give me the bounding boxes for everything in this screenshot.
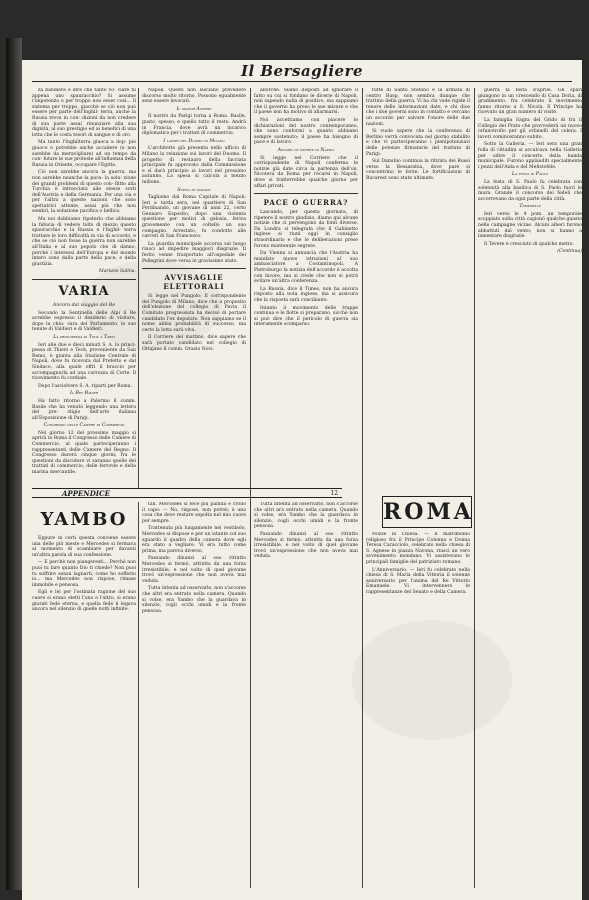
feuilleton-paragraph: Trattenuta più lungamente nel vestibolo, Mercedes si dispose e per un istante col suo sguardo il quadro della camera dove egli era stato a vegliare. Vi era tutto come prima, ma pareva diverso.: [142, 526, 246, 554]
article-paragraph: La festa di S. Paolo fu celebrata con solennità alla basilica di S. Paolo fuori le mura. Grande il concorso dei fedeli che accorrevano da ogni parte della città.: [478, 179, 582, 202]
subheading: Scena di sangue: [177, 187, 211, 193]
feuilleton-paragraph: Egli e lei per l'ostinata ragione del suo cuore si erano eletti l'uno e l'altro, si erano giurati fede eterna, e quella fede li legava ancora nel silenzio di quelle notti infinite.: [32, 590, 136, 613]
subheading: Ancora dal viaggio del Re: [52, 303, 116, 308]
article-paragraph: Si legge nel Corriere che il corrispondente di Napoli conferma le notizie già date circa la partenza dell'on. Nicotera da Roma per recarsi in Napoli, dove si tratterrebbe qualche giorno per affari privati.: [254, 155, 358, 189]
roma-title: ROMA: [383, 499, 474, 525]
appendice-band: [32, 488, 342, 498]
article-paragraph: Il Corriere del mattino, dice sapere che sarà portato candidato nel collegio di Ottajano il comm. Orazio Novi.: [142, 335, 246, 352]
article-paragraph: Il Tevere è cresciuto di qualche metro.: [484, 241, 574, 247]
feuilleton-column-2: [142, 502, 246, 888]
article-paragraph: Tagliamo dal Roma Capitale di Napoli: Ieri a tarda sera, nel quartiere di San Ferdinando, un giovane di anni 22, certo Gennaro Esposito, dopo una violenta questione per motivi di gelosia, feriva gravemente con un coltello un suo compagno. Arrestato, fu condotto alle carceri di San Francesco.: [142, 195, 246, 240]
article-paragraph: Ieri verso le 4 pom. un temporale scoppiato sulla città cagionò qualche guasto nelle campagne vicine. Alcuni alberi furono abbattuti dal vento; non si hanno a lamentare disgrazie.: [478, 211, 582, 240]
appendice-label: APPENDICE: [62, 489, 110, 498]
appendice-number: 12: [330, 490, 338, 497]
masthead: [32, 60, 572, 82]
column-rule: [138, 88, 139, 488]
article-paragraph: La famiglia Sagra del Grido di fra il Collegio del Prato che provvederà un nuovo orfanotrofio per gli orfanelli del colera. I lavori cominceranno subito.: [478, 117, 582, 140]
subheading: La festa di Paolo: [511, 172, 549, 178]
article-signature: Mariano Salina.: [98, 269, 136, 275]
article-paragraph: Da Vienna si annuncia che l'Austria ha mandato nuove istruzioni al suo ambasciatore a Costantinopoli. A Pietroburgo la notizia dell'accordo è accolta con favore, ma si crede che non si potrà evitare un'altra conferenza.: [254, 251, 358, 285]
continua-note: (Continua): [557, 249, 582, 255]
feuilleton-paragraph: Tutta intenta ad osservarlo, non s'accorse che altri era entrato nella camera. Quando si volse, era Yambo che la guardava in silenzio, cogli occhi umidi e la fronte pensosa.: [142, 586, 246, 614]
column-rule: [474, 88, 475, 888]
article-paragraph: La Russia, dice il Times, non ha ancora risposto alla nota inglese, ma si assicura che la risposta sarà conciliante.: [254, 286, 358, 303]
column-2: [142, 88, 246, 486]
subheading: La principessa di Teck a Tarsi: [53, 334, 115, 340]
article-paragraph: Ieri alle due e dieci minuti S. A. la princi- pessa di Thiers e Teck, proveniente da San Remo, è giunta alla Stazione Centrale di Napoli, dove fu ricevuta dal Prefetto e dal Sindaco, alla quale offrì il braccio per accompagnarla ad una carrozza di Corte. Il ricevimento fu cordiale.: [32, 342, 136, 382]
article-paragraph: Sotto la Galleria. — Ieri sera una gran folla di cittadini si accalcava nella Galleria per udire il concerto della banda municipale. Furono applauditi specialmente i pezzi dell'Aida e del Mefistofele.: [478, 142, 582, 170]
article-paragraph: Ma tanto l'Inghilterra giuoca a dop- pio giuoco e potrebbe anche accadere (e non sarebbe da meravigliare) ad un tempo da con- futare le sue proteste all'influenza della Russia in Oriente, occupare l'Egitto.: [32, 140, 136, 168]
divider: [254, 193, 358, 194]
article-paragraph: allorchè. Siamo disposti ad ignorare il fatto su cui si fondano le dicerie di Napoli, non sapendo nulla di positivo, ma sappiamo che il governo ha preso le sue misure e che il paese non ha motivo di allarmarsi.: [254, 88, 358, 116]
article-paragraph: Il nostro da Parigi torna a Roma. Basile, gusto, spesso, e quello tutto il resto. Andrà in Francia, dove avrà un incarico diplomatico per i trattati di commercio.: [142, 114, 246, 137]
article-paragraph: L'Anniversario. — Ieri fu celebrato nella chiesa di S. Maria della Vittoria il solenne anniversario per l'anima del Re Vittorio Emanuele. Vi intervennero le rappresentanze del Senato e della Camera.: [366, 567, 470, 595]
feuilleton-column-1: [32, 502, 136, 888]
subheading: I lavori del Duomo di Milano: [163, 138, 225, 144]
article-paragraph: guerra la festa d'aprile. Gli spari giungono in un crescendo di Casa Doria, di gradimento, fra celebrato il movimento fanno ritorno a S. Nicola. Il Principe ha ricevuto un gran numero di visite.: [478, 88, 582, 116]
section-heading-pace: PACE O GUERRA?: [263, 198, 349, 208]
article-paragraph: Nozze in Chiesa. — Il matrimonio religioso fra il Principe Colonna e Donna Teresa Caracciolo, celebrato nella chiesa di S. Agnese in piazza Navona, riuscì un vero avvenimento mondano. Vi assistevano le principali famiglie del patriziato romano.: [366, 532, 470, 565]
divider: [32, 279, 136, 280]
column-rule: [138, 502, 139, 888]
feuilleton-paragraph: Passando dinanzi al suo ritratto Mercedes si fermò, attratta da una forza irresistibile, e nel volto di quel giovane trovò un'espressione che non aveva mai veduta.: [142, 556, 246, 584]
article-paragraph: L'architetto già presenta nello ufficio di Milano la relazione sui lavori del Duomo. Il progetto di restauro della facciata principale fu approvato dalla Commissione e si darà principio ai lavori nel prossimo autunno. La spesa si calcola a mezzo milione.: [142, 146, 246, 185]
section-heading-varia: VARIA: [58, 284, 110, 299]
article-paragraph: La guardia municipale accorsa sul luogo riuscì ad impedire maggiori disgrazie. Il ferito venne trasportato all'ospedale dei Pellegrini dove versa in gravissimo stato.: [142, 241, 246, 264]
article-paragraph: tutte di Santo Stefano e la armata di centro Rusp, non sembra dunque che trattino della guerra. Vi ha chi vede rigide il tenore delle informazioni date, e chi dice che i due governi sono in contatto e cercano un accordo per salvare l'onore delle due nazioni.: [366, 88, 470, 127]
feuilleton-column-3: [254, 502, 358, 888]
feuilleton-paragraph: Passando dinanzi al suo ritratto Mercedes si fermò, attratta da una forza irresistibile, e nel volto di quel giovane trovò un'espressione che non aveva mai veduta.: [254, 531, 358, 560]
article-paragraph: Sul Danubio continua la ritirata dei Russi verso la Bessarabia, dove pare si concentrino le forze. Le fortificazioni di Bucarest sono state ultimate.: [366, 159, 470, 181]
column-3: [254, 88, 358, 486]
article-paragraph: Noi accettiamo con piacere le dichiarazioni del nostro contemporaneo, che sono conformi a quanto abbiamo sempre sostenuto; il paese ha bisogno di pace e di lavoro.: [254, 117, 358, 146]
subheading: Congresso delle Camere di Commercio: [43, 423, 125, 429]
column-4: [366, 88, 470, 458]
article-paragraph: Dopo l'asciolvere S. A. riparti per Roma.: [38, 383, 132, 389]
feuilleton-paragraph: Tutta intenta ad osservarlo, non s'accorse che altri era entrato nella camera. Quando si volse, era Yambo che la guardava in silenzio, cogli occhi umidi e la fronte pensosa.: [254, 502, 358, 530]
article-paragraph: Ma noi dobbiamo ripeterlo che abbiamo la fiducia di vedere tolto di mezzo questo spauracchio e la Russia e l'Inghil- terra trattare le loro difficoltà in via di accordo, e che se ciò non fosse la guerra non sarebbe all'Italia e al suo popolo che di danno, perchè i interessi dell'Europa e del mondo intero sono dalla parte della pace, e della giustizia.: [32, 217, 136, 267]
article-paragraph: Ha fatto ritorno a Palermo il comm. Basile che ha venuto leggendo una lettera del pre- stigio dell'arte italiana all'Esposizione di Parigi.: [32, 398, 136, 421]
article-paragraph: Lascando, per questa giornata, di ripetere il nostro giudizio, diamo qui alcune notizie che ci pervengono da fonti diverse. Da Londra si telegrafa che il Gabinetto inglese si riunì oggi in consiglio straordinario e che le deliberazioni prese furono mantenute segrete.: [254, 210, 358, 249]
subheading: Il Bey Bavier: [70, 391, 98, 397]
column-5: [478, 88, 582, 888]
feuilleton-paragraph: tali. Mercedes si fece più pallida e crollò il capo: — No, rispose, non potrei; è una cosa che deve restare sepolta nel mio cuore per sempre.: [142, 502, 246, 524]
article-paragraph: Nel giorno 12 del prossimo maggio si aprirà in Roma il Congresso delle Camere di Commercio, al quale parteciperanno i rappresentanti delle Camere del Regno. Il Congresso durerà cinque giorni; fra le questioni da discutere vi saranno quelle dei trattati di commercio, delle ferrovie e della marina mercantile.: [32, 430, 136, 476]
article-paragraph: Si legge nel Pungolo: Il corrispondente del Pungolo di Milano, dice che a proposito dell'elezione del collegio di Pavia il Comitato progressista ha deciso di portare candidato l'ex deputato. Non sappiamo se il nome abbia probabilità di successo, ma certo la lotta sarà viva.: [142, 294, 246, 333]
newspaper-title: Il Bersagliere: [240, 62, 364, 80]
article-paragraph: za bandiera e dire che tanto vo- ciare fu appena uno spauracchio? Si assume l'impotenza o per troppo non esser così... Il sistema per troppo, giacchè se ciò non può essere per parte dell'Inghil- terra, anche la Russia trova in con- dizioni da non credere di sua parte assai rinunziare alla sua dignità, al suo prestigio ed ai benefici di una lotta che le costa tesori di sangue e di oro.: [32, 88, 136, 138]
article-paragraph: Napoli. Questi non lasciano prevedere discorso molto ritorno. Possono egualmente senz essere invocati.: [142, 88, 246, 105]
subheading: Temporale: [519, 204, 541, 210]
feuilleton-title: YAMBO: [40, 509, 128, 530]
section-heading-avvisaglie: AVVISAGLIE ELETTORALI: [163, 273, 225, 292]
article-paragraph: Secondo la Sentinella delle Alpi il Re avrebbe espresso il desiderio di visitare, dopo la chiu- sura del Parlamento, le sue tenute di Valdieri e di Valdieri.: [32, 310, 136, 333]
subheading: Ancora le dicerie di Napoli: [277, 147, 335, 153]
divider: [142, 268, 246, 269]
column-rule: [362, 88, 363, 888]
section-heading-roma: [382, 496, 472, 528]
feuilleton-paragraph: Eppure in certi questa conviene essere una delle più meste e Mercedes si fermava al momento di scambiare per davanti un'altra parola di sua confessione.: [32, 536, 136, 558]
feuilleton-paragraph: — E perchè non piangeresti... Perchè non puoi tu fare quanto Dio ti chiede? Non puoi tu soffrire senza lagnarti, come ho sofferto io... ma Mercedes non rispose, rimase immobile e pensosa.: [32, 560, 136, 588]
article-paragraph: Si vuole sapere che la conferenza di Berlino verrà convocata nel giorno stabilito e che vi parteciperanno i plenipotenziari delle potenze firmatarie del trattato di Parigi.: [366, 129, 470, 157]
binding-edge: [6, 38, 22, 890]
subheading: Il signor Ansero: [176, 106, 212, 112]
article-paragraph: Intanto il movimento delle truppe continua e le flotte si preparano, sicchè non si può dire che il pericolo di guerra sia interamente scomparso.: [254, 305, 358, 328]
article-paragraph: Ciò non sarebbe ancora la guerra, ma non sarebbe neanche la pace: la solu- zione dei grandi problemi di questo con- flitto alla Turchia è intrecciata alle stesse sorti dell'Austria e della Germania. Per una via e per l'altra a queste nazioni che sono spettatrici attente, assai più che non sembri, la soluzione pacifica o bellica.: [32, 170, 136, 215]
newspaper-page: [22, 60, 582, 900]
column-4-lower: [366, 532, 470, 888]
